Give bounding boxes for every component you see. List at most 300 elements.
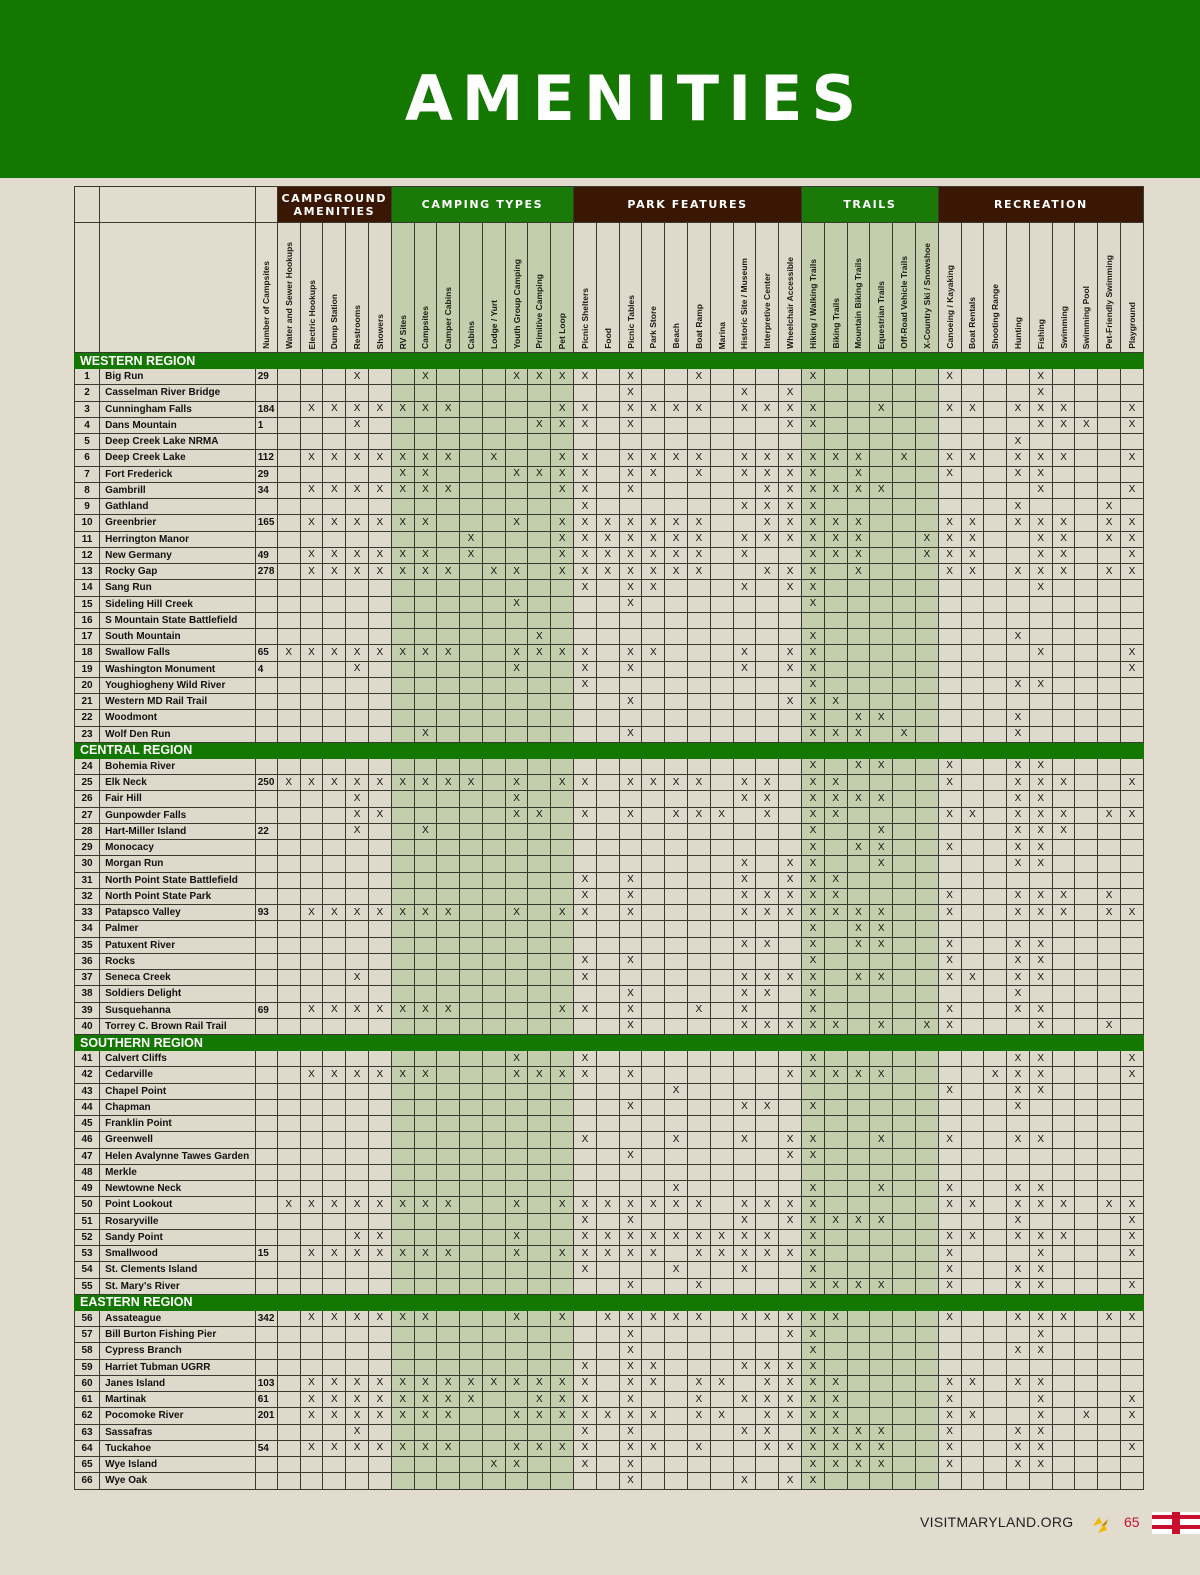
amenity-empty <box>346 1213 369 1229</box>
campsite-count <box>255 1457 277 1473</box>
amenity-mark: X <box>824 905 847 921</box>
amenity-empty <box>870 872 893 888</box>
amenity-mark: X <box>687 1408 710 1424</box>
table-row <box>75 1457 1144 1473</box>
amenity-empty <box>391 872 414 888</box>
amenity-empty <box>368 1359 391 1375</box>
amenity-empty <box>596 888 619 904</box>
amenity-mark: X <box>802 1440 825 1456</box>
amenity-empty <box>437 791 460 807</box>
park-number: 60 <box>75 1375 100 1391</box>
amenity-empty <box>528 564 551 580</box>
amenity-empty <box>482 888 505 904</box>
amenity-empty <box>779 775 802 791</box>
amenity-empty <box>961 694 984 710</box>
campsite-count <box>255 434 277 450</box>
amenity-empty <box>756 872 779 888</box>
amenity-empty <box>733 515 756 531</box>
table-row <box>75 401 1144 417</box>
amenity-empty <box>1120 596 1143 612</box>
amenity-empty <box>574 1083 597 1099</box>
amenity-empty <box>710 1099 733 1115</box>
amenity-mark: X <box>733 385 756 401</box>
amenity-empty <box>938 1099 961 1115</box>
footer-website[interactable]: VISITMARYLAND.ORG <box>920 1514 1074 1530</box>
amenity-mark: X <box>847 970 870 986</box>
amenity-mark: X <box>756 905 779 921</box>
amenity-empty <box>391 726 414 742</box>
amenity-empty <box>756 417 779 433</box>
amenity-mark: X <box>824 1457 847 1473</box>
amenity-empty <box>414 758 437 774</box>
campsite-count <box>255 937 277 953</box>
amenity-empty <box>368 1164 391 1180</box>
column-header <box>756 223 779 353</box>
amenity-mark: X <box>1052 888 1075 904</box>
amenity-empty <box>1075 1181 1098 1197</box>
park-number: 61 <box>75 1392 100 1408</box>
amenity-empty <box>756 677 779 693</box>
amenity-empty <box>596 775 619 791</box>
amenity-empty <box>847 1148 870 1164</box>
amenity-empty <box>323 823 346 839</box>
amenity-empty <box>391 937 414 953</box>
amenity-mark: X <box>779 515 802 531</box>
amenity-empty <box>596 710 619 726</box>
amenity-empty <box>984 580 1007 596</box>
amenity-empty <box>505 1424 528 1440</box>
amenity-empty <box>984 1002 1007 1018</box>
amenity-empty <box>779 1457 802 1473</box>
amenity-empty <box>482 970 505 986</box>
amenity-mark: X <box>1029 1392 1052 1408</box>
amenity-empty <box>574 921 597 937</box>
amenity-empty <box>414 1116 437 1132</box>
amenity-empty <box>1007 1018 1030 1034</box>
amenity-empty <box>300 1457 323 1473</box>
amenity-empty <box>391 1424 414 1440</box>
amenity-empty <box>437 1359 460 1375</box>
amenity-mark: X <box>938 1262 961 1278</box>
amenity-empty <box>596 645 619 661</box>
amenity-mark: X <box>802 1262 825 1278</box>
amenity-mark: X <box>346 515 369 531</box>
amenity-empty <box>915 499 938 515</box>
amenity-empty <box>346 856 369 872</box>
amenity-empty <box>938 1116 961 1132</box>
amenity-empty <box>528 1099 551 1115</box>
amenity-empty <box>870 466 893 482</box>
park-number: 37 <box>75 970 100 986</box>
amenity-mark: X <box>505 791 528 807</box>
amenity-empty <box>551 921 574 937</box>
park-name: Sideling Hill Creek <box>100 596 256 612</box>
amenity-empty <box>460 515 483 531</box>
amenity-empty <box>847 580 870 596</box>
amenity-empty <box>665 417 688 433</box>
amenity-empty <box>460 1359 483 1375</box>
amenity-empty <box>687 1213 710 1229</box>
amenity-mark: X <box>938 905 961 921</box>
amenity-mark: X <box>574 1457 597 1473</box>
amenity-empty <box>391 677 414 693</box>
amenity-empty <box>984 758 1007 774</box>
amenity-empty <box>1098 1051 1121 1067</box>
amenity-empty <box>437 758 460 774</box>
amenity-mark: X <box>1007 1278 1030 1294</box>
amenity-empty <box>574 840 597 856</box>
amenity-mark: X <box>619 1148 642 1164</box>
amenity-empty <box>1120 823 1143 839</box>
park-name: Tuckahoe <box>100 1440 256 1456</box>
column-header <box>824 223 847 353</box>
amenity-empty <box>847 823 870 839</box>
amenity-empty <box>414 710 437 726</box>
amenity-empty <box>1120 872 1143 888</box>
amenity-empty <box>1007 1473 1030 1489</box>
amenity-mark: X <box>414 482 437 498</box>
amenity-mark: X <box>938 515 961 531</box>
amenity-empty <box>574 1473 597 1489</box>
amenity-empty <box>528 1327 551 1343</box>
amenity-mark: X <box>665 564 688 580</box>
amenity-empty <box>847 1051 870 1067</box>
park-name: Martinak <box>100 1392 256 1408</box>
column-header-label: Wheelchair Accessible <box>785 257 796 349</box>
amenity-mark: X <box>961 515 984 531</box>
amenity-empty <box>346 612 369 628</box>
amenity-empty <box>847 1262 870 1278</box>
amenity-mark: X <box>437 1002 460 1018</box>
amenity-mark: X <box>482 564 505 580</box>
region-name: WESTERN REGION <box>75 353 1144 369</box>
amenity-mark: X <box>802 1132 825 1148</box>
amenity-empty <box>756 710 779 726</box>
amenity-empty <box>482 905 505 921</box>
amenity-empty <box>915 905 938 921</box>
amenity-empty <box>893 1051 916 1067</box>
amenity-empty <box>915 580 938 596</box>
amenity-mark: X <box>779 1310 802 1326</box>
amenity-empty <box>1098 1148 1121 1164</box>
group-header-row <box>75 187 1144 223</box>
amenity-empty <box>391 953 414 969</box>
amenity-empty <box>687 1473 710 1489</box>
amenity-mark: X <box>779 1067 802 1083</box>
amenity-empty <box>665 921 688 937</box>
amenity-empty <box>1098 1116 1121 1132</box>
amenity-empty <box>346 466 369 482</box>
campsite-count <box>255 629 277 645</box>
amenity-empty <box>323 1262 346 1278</box>
amenity-mark: X <box>687 1278 710 1294</box>
amenity-empty <box>300 726 323 742</box>
campsite-count: 250 <box>255 775 277 791</box>
amenity-empty <box>687 661 710 677</box>
park-name: Smallwood <box>100 1246 256 1262</box>
amenity-mark: X <box>733 1099 756 1115</box>
column-header <box>984 223 1007 353</box>
table-row <box>75 840 1144 856</box>
amenity-mark: X <box>551 1197 574 1213</box>
amenity-empty <box>687 385 710 401</box>
amenity-mark: X <box>368 1197 391 1213</box>
amenity-empty <box>1029 726 1052 742</box>
amenity-empty <box>1075 661 1098 677</box>
amenity-empty <box>779 937 802 953</box>
amenity-empty <box>984 531 1007 547</box>
amenity-empty <box>277 417 300 433</box>
amenity-empty <box>277 515 300 531</box>
amenity-empty <box>1098 1408 1121 1424</box>
amenity-empty <box>1007 1408 1030 1424</box>
amenity-empty <box>437 1018 460 1034</box>
amenity-empty <box>1075 1002 1098 1018</box>
park-name: Calvert Cliffs <box>100 1051 256 1067</box>
column-header-label: Swimming Pool <box>1081 285 1092 349</box>
park-number: 9 <box>75 499 100 515</box>
amenity-empty <box>460 1132 483 1148</box>
region-row <box>75 1035 1144 1051</box>
amenity-mark: X <box>391 1197 414 1213</box>
amenity-mark: X <box>346 547 369 563</box>
amenity-mark: X <box>323 1246 346 1262</box>
amenity-mark: X <box>779 564 802 580</box>
amenity-mark: X <box>779 1148 802 1164</box>
amenity-mark: X <box>574 564 597 580</box>
park-number: 52 <box>75 1229 100 1245</box>
amenity-empty <box>665 888 688 904</box>
amenity-empty <box>824 758 847 774</box>
column-header <box>1052 223 1075 353</box>
amenity-empty <box>482 775 505 791</box>
amenity-empty <box>915 564 938 580</box>
amenity-mark: X <box>1052 564 1075 580</box>
amenity-empty <box>551 385 574 401</box>
amenity-empty <box>710 1359 733 1375</box>
column-header <box>802 223 825 353</box>
amenity-empty <box>893 1392 916 1408</box>
amenity-empty <box>665 791 688 807</box>
amenity-empty <box>1052 921 1075 937</box>
amenity-empty <box>733 1278 756 1294</box>
amenity-mark: X <box>596 515 619 531</box>
amenity-empty <box>482 1067 505 1083</box>
park-number: 38 <box>75 986 100 1002</box>
amenity-mark: X <box>802 888 825 904</box>
amenity-mark: X <box>346 369 369 385</box>
park-number: 18 <box>75 645 100 661</box>
amenity-empty <box>346 1359 369 1375</box>
amenity-mark: X <box>528 1440 551 1456</box>
amenity-empty <box>596 1132 619 1148</box>
amenity-empty <box>893 1310 916 1326</box>
amenity-mark: X <box>574 547 597 563</box>
amenity-empty <box>551 840 574 856</box>
amenity-empty <box>733 1083 756 1099</box>
amenity-mark: X <box>300 1440 323 1456</box>
amenity-mark: X <box>346 1375 369 1391</box>
amenity-mark: X <box>619 1375 642 1391</box>
amenity-empty <box>665 1375 688 1391</box>
table-row <box>75 953 1144 969</box>
campsite-count <box>255 1197 277 1213</box>
amenity-empty <box>346 710 369 726</box>
amenity-empty <box>460 726 483 742</box>
amenity-mark: X <box>847 515 870 531</box>
column-header <box>596 223 619 353</box>
amenity-mark: X <box>779 1213 802 1229</box>
park-number: 35 <box>75 937 100 953</box>
amenity-mark: X <box>368 1392 391 1408</box>
amenity-empty <box>779 921 802 937</box>
column-header-label: Interpretive Center <box>762 273 773 349</box>
amenity-mark: X <box>551 450 574 466</box>
amenity-empty <box>961 1116 984 1132</box>
amenity-empty <box>984 937 1007 953</box>
campsite-count: 61 <box>255 1392 277 1408</box>
amenity-empty <box>1098 775 1121 791</box>
park-name: Washington Monument <box>100 661 256 677</box>
amenity-empty <box>984 905 1007 921</box>
amenity-mark: X <box>551 515 574 531</box>
column-header <box>482 223 505 353</box>
amenity-empty <box>277 1359 300 1375</box>
amenity-empty <box>915 775 938 791</box>
amenity-empty <box>847 369 870 385</box>
amenity-mark: X <box>733 580 756 596</box>
amenity-mark: X <box>1007 515 1030 531</box>
amenity-mark: X <box>733 888 756 904</box>
amenity-empty <box>437 1278 460 1294</box>
amenity-empty <box>323 872 346 888</box>
campsite-count <box>255 612 277 628</box>
amenity-empty <box>277 531 300 547</box>
amenity-empty <box>505 1213 528 1229</box>
column-header-label: Primitive Camping <box>534 274 545 349</box>
amenity-empty <box>893 694 916 710</box>
amenity-empty <box>323 1213 346 1229</box>
amenity-empty <box>1075 872 1098 888</box>
title-banner <box>0 0 1200 178</box>
amenity-empty <box>1120 677 1143 693</box>
amenity-empty <box>528 499 551 515</box>
amenity-empty <box>1075 434 1098 450</box>
table-row <box>75 1132 1144 1148</box>
amenity-empty <box>300 1343 323 1359</box>
amenity-mark: X <box>414 547 437 563</box>
amenity-empty <box>893 417 916 433</box>
park-name: Gathland <box>100 499 256 515</box>
amenity-empty <box>961 710 984 726</box>
park-number: 36 <box>75 953 100 969</box>
amenity-empty <box>824 1327 847 1343</box>
campsite-count: 112 <box>255 450 277 466</box>
table-row <box>75 1164 1144 1180</box>
amenity-empty <box>391 629 414 645</box>
park-name: Gunpowder Falls <box>100 807 256 823</box>
amenity-empty <box>277 1018 300 1034</box>
amenity-empty <box>642 710 665 726</box>
table-row <box>75 661 1144 677</box>
amenity-empty <box>596 661 619 677</box>
park-number: 57 <box>75 1327 100 1343</box>
amenity-empty <box>779 726 802 742</box>
amenity-mark: X <box>756 482 779 498</box>
amenity-mark: X <box>824 515 847 531</box>
campsite-count <box>255 758 277 774</box>
amenity-mark: X <box>1120 1310 1143 1326</box>
amenity-empty <box>323 1164 346 1180</box>
amenity-empty <box>1007 547 1030 563</box>
amenity-empty <box>665 1213 688 1229</box>
amenity-empty <box>1052 661 1075 677</box>
amenity-mark: X <box>574 1246 597 1262</box>
amenity-empty <box>847 677 870 693</box>
amenity-empty <box>870 369 893 385</box>
amenity-empty <box>915 1164 938 1180</box>
amenity-mark: X <box>1007 905 1030 921</box>
amenity-mark: X <box>460 775 483 791</box>
amenity-mark: X <box>437 450 460 466</box>
campsite-count <box>255 986 277 1002</box>
park-number: 34 <box>75 921 100 937</box>
amenity-empty <box>551 1229 574 1245</box>
campsite-count: 342 <box>255 1310 277 1326</box>
amenity-mark: X <box>870 921 893 937</box>
amenity-empty <box>961 1359 984 1375</box>
amenity-empty <box>437 1099 460 1115</box>
amenity-empty <box>710 1116 733 1132</box>
amenity-empty <box>710 921 733 937</box>
amenity-empty <box>824 596 847 612</box>
amenity-empty <box>528 1083 551 1099</box>
group-header-campground-amenities: CAMPGROUND AMENITIES <box>277 187 391 223</box>
amenity-empty <box>300 466 323 482</box>
amenity-empty <box>551 1278 574 1294</box>
amenity-empty <box>733 629 756 645</box>
amenity-mark: X <box>346 645 369 661</box>
amenity-mark: X <box>756 1359 779 1375</box>
amenity-empty <box>984 385 1007 401</box>
amenity-empty <box>551 888 574 904</box>
amenity-mark: X <box>665 547 688 563</box>
amenity-empty <box>915 1424 938 1440</box>
amenity-empty <box>460 1051 483 1067</box>
amenity-empty <box>368 1457 391 1473</box>
park-number: 50 <box>75 1197 100 1213</box>
amenity-mark: X <box>368 547 391 563</box>
amenity-mark: X <box>574 1132 597 1148</box>
amenity-empty <box>1098 434 1121 450</box>
column-header <box>437 223 460 353</box>
park-name: Cedarville <box>100 1067 256 1083</box>
amenity-empty <box>1098 1473 1121 1489</box>
amenity-empty <box>323 710 346 726</box>
amenity-empty <box>323 758 346 774</box>
amenity-empty <box>710 515 733 531</box>
park-name: Fair Hill <box>100 791 256 807</box>
amenity-empty <box>984 1181 1007 1197</box>
park-number: 40 <box>75 1018 100 1034</box>
table-row <box>75 1375 1144 1391</box>
amenity-mark: X <box>346 823 369 839</box>
amenity-mark: X <box>802 1018 825 1034</box>
amenity-empty <box>710 661 733 677</box>
amenity-empty <box>505 1018 528 1034</box>
amenity-empty <box>893 369 916 385</box>
amenity-mark: X <box>824 888 847 904</box>
